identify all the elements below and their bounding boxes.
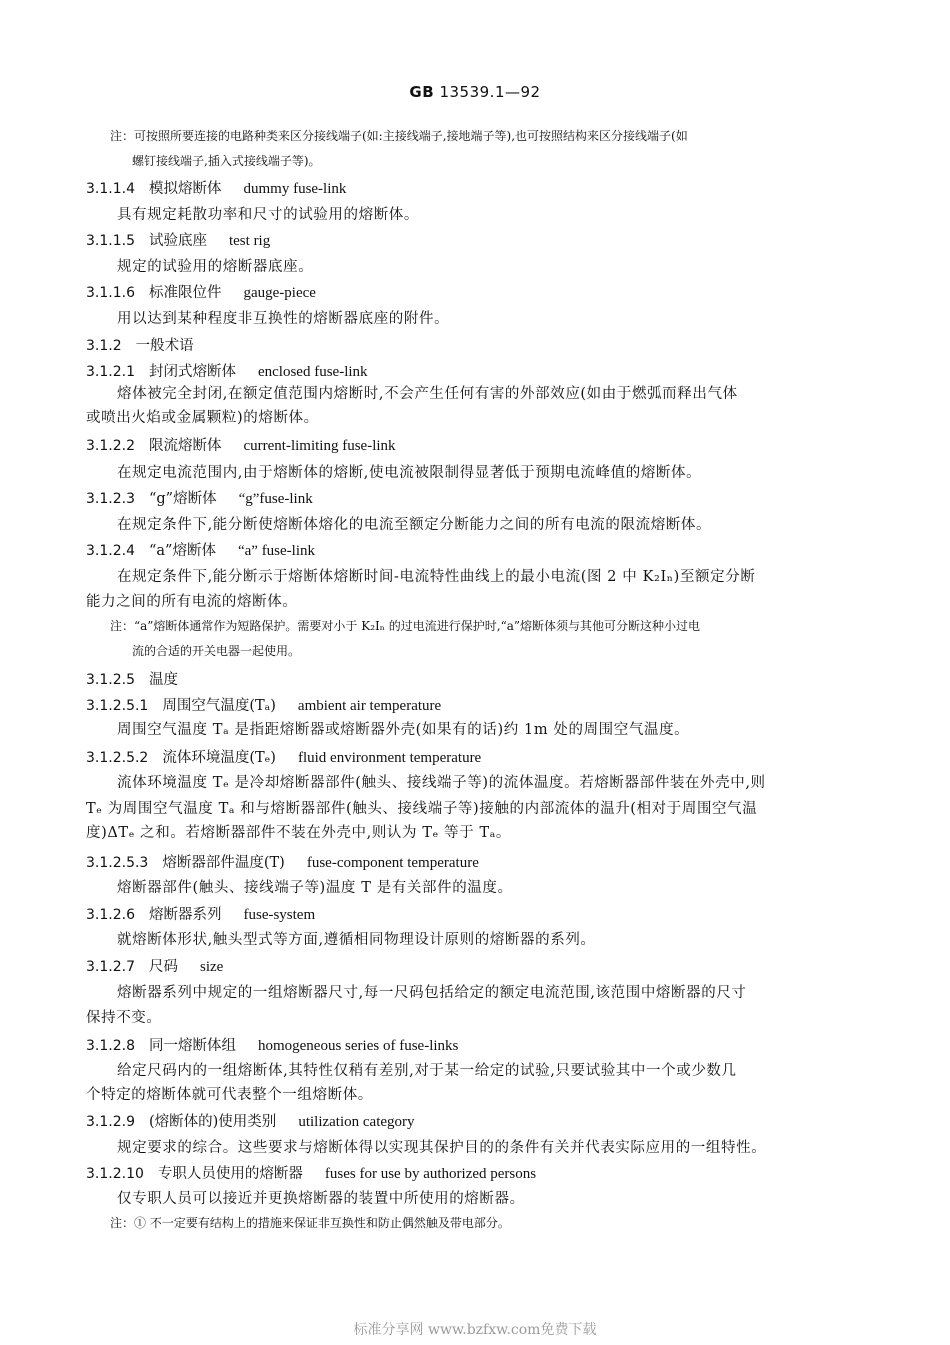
paragraph-line: 用以达到某种程度非互换性的熔断器底座的附件。 <box>117 311 450 327</box>
paragraph-line: Tₑ 为周围空气温度 Tₐ 和与熔断器部件(触头、接线端子等)接触的内部流体的温升(相对于周围空气温 <box>86 801 758 817</box>
term-english: dummy fuse-link <box>243 181 347 197</box>
term-heading <box>86 434 396 455</box>
term-heading <box>86 1034 458 1055</box>
term-english: ambient air temperature <box>297 698 442 714</box>
term-chinese: (熔断体的)使用类别 <box>148 1114 277 1130</box>
clause-number: 3.1.2.4 <box>86 543 135 559</box>
term-english: fuse-system <box>243 907 316 923</box>
paragraph-line: 在规定条件下,能分断使熔断体熔化的电流至额定分断能力之间的所有电流的限流熔断体。 <box>117 517 712 533</box>
term-english: homogeneous series of fuse-links <box>257 1038 459 1054</box>
term-heading <box>86 539 315 560</box>
term-chinese: 同一熔断体组 <box>148 1038 236 1054</box>
clause-number: 3.1.2.1 <box>86 364 135 380</box>
note-line: 螺钉接线端子,插入式接线端子等)。 <box>132 154 321 168</box>
term-english: fuse-component temperature <box>306 855 479 871</box>
paragraph-line: 在规定条件下,能分断示于熔断体熔断时间-电流特性曲线上的最小电流(图 2 中 K₂Iₙ)至额定分断 <box>117 569 756 585</box>
paragraph-line: 熔断器系列中规定的一组熔断器尺寸,每一尺码包括给定的额定电流范围,该范围中熔断器的尺寸 <box>117 985 747 1001</box>
clause-number: 3.1.2.3 <box>86 491 135 507</box>
note-line: 注：可按照所要连接的电路种类来区分接线端子(如:主接线端子,接地端子等),也可按照结构来区分接线端子(如 <box>110 129 688 143</box>
paragraph-line: 个特定的熔断体就可代表整个一组熔断体。 <box>86 1087 373 1103</box>
paragraph-line: 保持不变。 <box>86 1010 162 1026</box>
footer-watermark: 标准分享网 www.bzfxw.com免费下载 <box>353 1322 597 1338</box>
term-english: gauge-piece <box>243 285 316 301</box>
paragraph-line: 给定尺码内的一组熔断体,其特性仅稍有差别,对于某一给定的试验,只要试验其中一个或少数几 <box>117 1063 737 1079</box>
term-heading <box>86 487 313 508</box>
clause-number: 3.1.2.5.3 <box>86 855 149 871</box>
term-chinese: 标准限位件 <box>148 285 222 301</box>
standard-number: 13539.1—92 <box>439 83 541 101</box>
term-english: “a” fuse-link <box>237 543 316 559</box>
paragraph-line: 规定要求的综合。这些要求与熔断体得以实现其保护目的的条件有关并代表实际应用的一组特性。 <box>117 1140 767 1156</box>
clause-number: 3.1.2.5.1 <box>86 698 149 714</box>
clause-number: 3.1.2.6 <box>86 907 135 923</box>
term-chinese: 限流熔断体 <box>148 438 222 454</box>
term-chinese: 熔断器部件温度(T) <box>162 855 285 871</box>
term-english: fluid environment temperature <box>297 750 482 766</box>
clause-number: 3.1.2.5 <box>86 672 135 688</box>
paragraph-line: 度)ΔTₑ 之和。若熔断器部件不装在外壳中,则认为 Tₑ 等于 Tₐ。 <box>86 825 512 841</box>
term-chinese: 周围空气温度(Tₐ) <box>162 698 276 714</box>
paragraph-line: 或喷出火焰或金属颗粒)的熔断体。 <box>86 410 319 426</box>
note-line: 流的合适的开关电器一起使用。 <box>132 644 301 658</box>
term-english: “g”fuse-link <box>238 491 313 507</box>
clause-number: 3.1.2.9 <box>86 1114 135 1130</box>
term-heading <box>86 334 194 355</box>
paragraph-line: 就熔断体形状,触头型式等方面,遵循相同物理设计原则的熔断器的系列。 <box>117 932 596 948</box>
term-heading <box>86 229 270 250</box>
standard-prefix: GB <box>409 83 435 101</box>
term-chinese: “a”熔断体 <box>148 543 216 559</box>
term-chinese: 流体环境温度(Tₑ) <box>162 750 276 766</box>
clause-number: 3.1.2.5.2 <box>86 750 149 766</box>
term-heading <box>86 177 346 198</box>
paragraph-line: 周围空气温度 Tₐ 是指距熔断器或熔断器外壳(如果有的话)约 1m 处的周围空气温度。 <box>117 722 690 738</box>
clause-number: 3.1.1.5 <box>86 233 135 249</box>
term-chinese: 模拟熔断体 <box>148 181 222 197</box>
term-english: size <box>199 959 224 975</box>
term-english: enclosed fuse-link <box>257 364 368 380</box>
term-chinese: 熔断器系列 <box>148 907 222 923</box>
paragraph-line: 能力之间的所有电流的熔断体。 <box>86 594 298 610</box>
term-chinese: 尺码 <box>148 959 178 975</box>
clause-number: 3.1.2.7 <box>86 959 135 975</box>
term-english: current-limiting fuse-link <box>243 438 396 454</box>
term-heading <box>86 360 368 381</box>
term-chinese: 试验底座 <box>148 233 207 249</box>
term-heading <box>86 955 223 976</box>
paragraph-line: 在规定电流范围内,由于熔断体的熔断,使电流被限制得显著低于预期电流峰值的熔断体。 <box>117 465 702 481</box>
clause-number: 3.1.1.4 <box>86 181 135 197</box>
clause-number: 3.1.1.6 <box>86 285 135 301</box>
paragraph-line: 熔断器部件(触头、接线端子等)温度 T 是有关部件的温度。 <box>117 880 513 896</box>
term-heading <box>86 1162 536 1183</box>
term-chinese: 封闭式熔断体 <box>148 364 236 380</box>
term-heading <box>86 668 178 689</box>
term-heading <box>86 851 479 872</box>
term-chinese: 温度 <box>148 672 178 688</box>
note-line: 注：“a”熔断体通常作为短路保护。需要对小于 K₂Iₙ 的过电流进行保护时,“a”熔断体须与其他可分断这种小过电 <box>110 619 701 633</box>
term-english: utilization category <box>298 1114 415 1130</box>
clause-number: 3.1.2.2 <box>86 438 135 454</box>
note-line: 注：① 不一定要有结构上的措施来保证非互换性和防止偶然触及带电部分。 <box>110 1216 510 1230</box>
term-heading <box>86 903 315 924</box>
clause-number: 3.1.2.10 <box>86 1166 144 1182</box>
paragraph-line: 规定的试验用的熔断器底座。 <box>117 259 314 275</box>
page-header <box>0 83 950 101</box>
clause-number: 3.1.2 <box>86 338 122 354</box>
term-chinese: “g”熔断体 <box>148 491 217 507</box>
term-english: test rig <box>228 233 271 249</box>
term-heading <box>86 1110 415 1131</box>
paragraph-line: 熔体被完全封闭,在额定值范围内熔断时,不会产生任何有害的外部效应(如由于燃弧而释出气体 <box>117 386 738 402</box>
clause-number: 3.1.2.8 <box>86 1038 135 1054</box>
paragraph-line: 具有规定耗散功率和尺寸的试验用的熔断体。 <box>117 207 419 223</box>
term-heading <box>86 694 441 715</box>
term-chinese: 专职人员使用的熔断器 <box>157 1166 303 1182</box>
term-english: fuses for use by authorized persons <box>324 1166 537 1182</box>
term-heading <box>86 281 316 302</box>
paragraph-line: 仅专职人员可以接近并更换熔断器的装置中所使用的熔断器。 <box>117 1191 525 1207</box>
term-chinese: 一般术语 <box>135 338 194 354</box>
paragraph-line: 流体环境温度 Tₑ 是冷却熔断器部件(触头、接线端子等)的流体温度。若熔断器部件装在外壳中,则 <box>117 775 766 791</box>
term-heading <box>86 746 481 767</box>
